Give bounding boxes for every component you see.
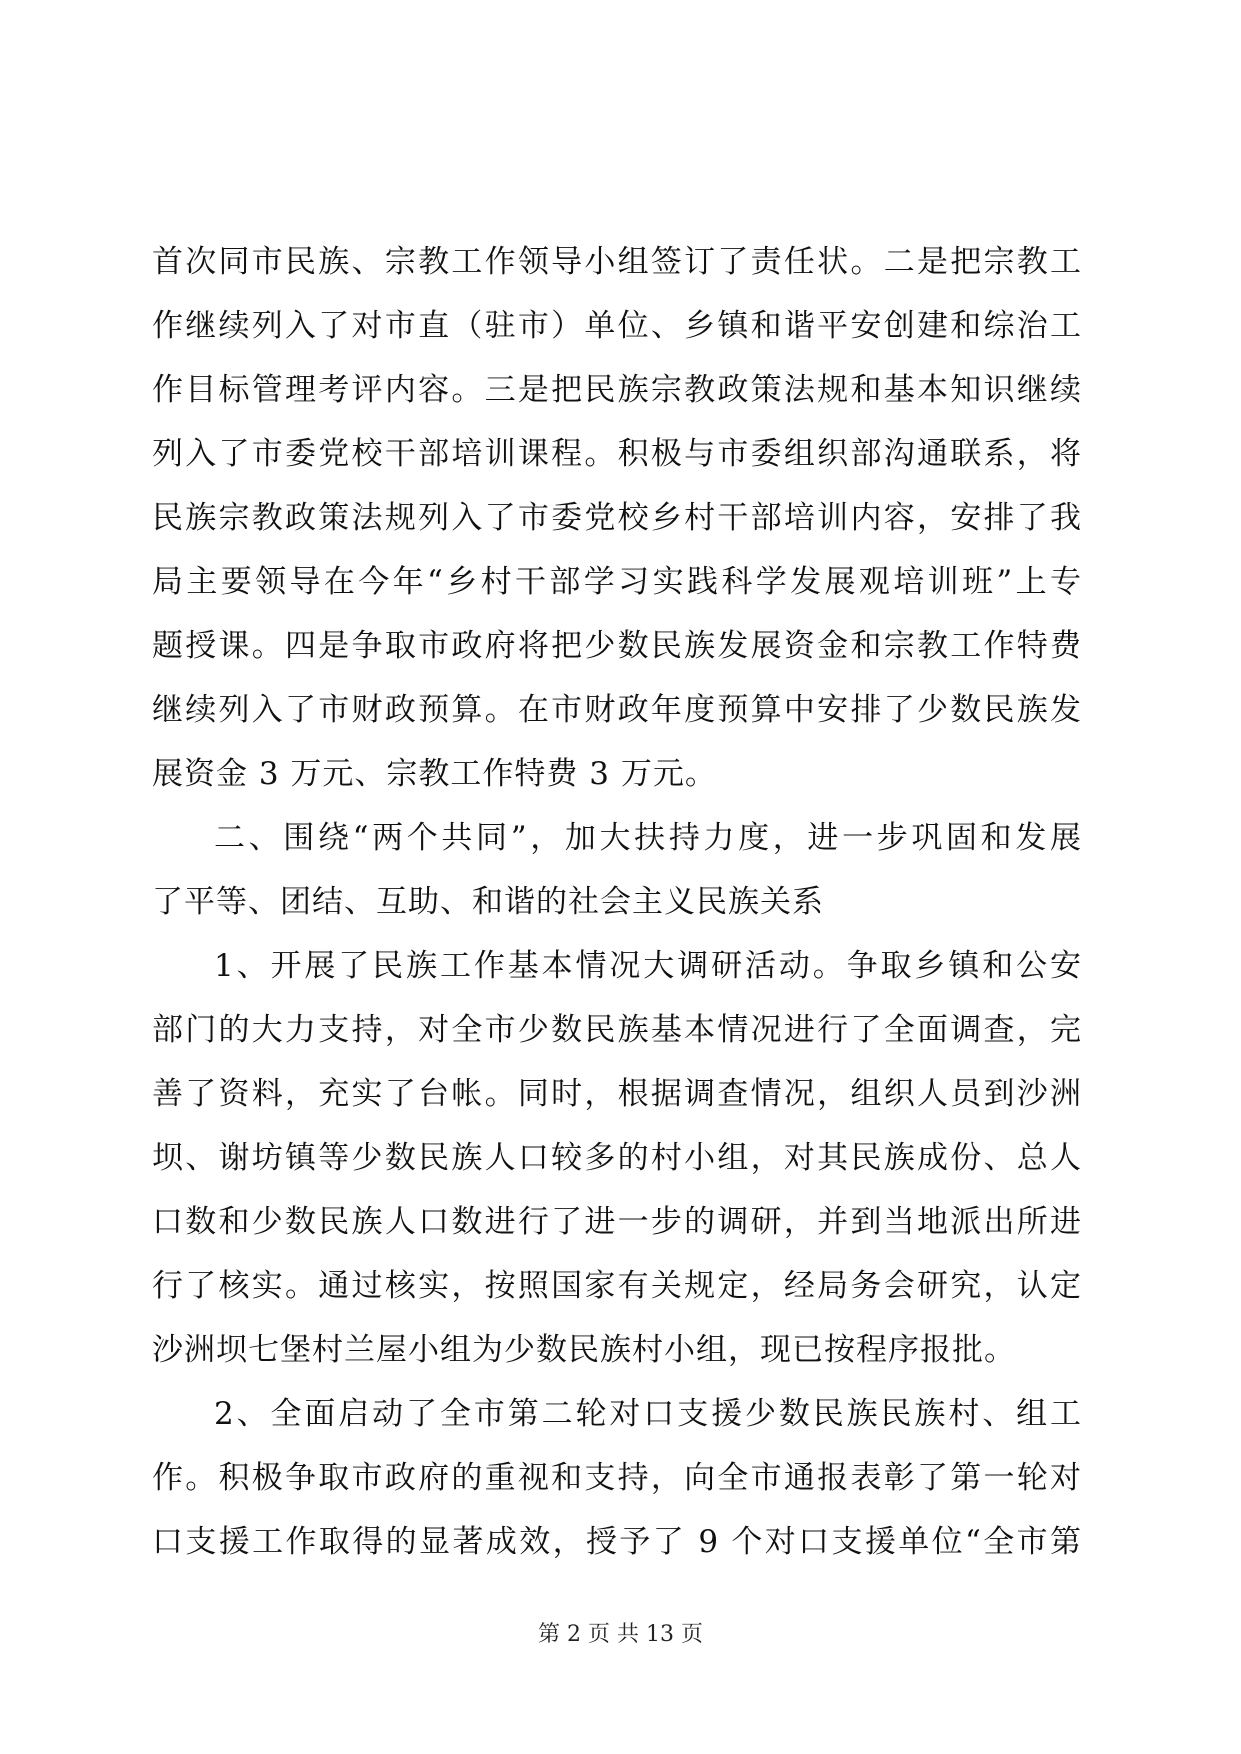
text-line: 口支援工作取得的显著成效，授予了 9 个对口支援单位“全市第: [152, 1524, 1082, 1560]
text-line: 二、围绕“两个共同”，加大扶持力度，进一步巩固和发展: [214, 820, 1082, 856]
text-line: 列入了市委党校干部培训课程。积极与市委组织部沟通联系，将: [152, 436, 1082, 472]
body-text: [152, 230, 1082, 1574]
paragraph-1: [152, 230, 1082, 806]
text-line: 作。积极争取市政府的重视和支持，向全市通报表彰了第一轮对: [152, 1460, 1082, 1496]
text-line: 民族宗教政策法规列入了市委党校乡村干部培训内容，安排了我: [152, 500, 1082, 536]
text-line: 题授课。四是争取市政府将把少数民族发展资金和宗教工作特费: [152, 628, 1082, 664]
text-line: 继续列入了市财政预算。在市财政年度预算中安排了少数民族发: [152, 692, 1082, 728]
text-line: 坝、谢坊镇等少数民族人口较多的村小组，对其民族成份、总人: [152, 1140, 1082, 1176]
text-line: 展资金 3 万元、宗教工作特费 3 万元。: [152, 756, 717, 792]
paragraph-4: [152, 1382, 1082, 1574]
text-line: 口数和少数民族人口数进行了进一步的调研，并到当地派出所进: [152, 1204, 1082, 1240]
text-line: 部门的大力支持，对全市少数民族基本情况进行了全面调查，完: [152, 1012, 1082, 1048]
text-line: 作目标管理考评内容。三是把民族宗教政策法规和基本知识继续: [152, 372, 1082, 408]
paragraph-3: [152, 934, 1082, 1382]
text-line: 了平等、团结、互助、和谐的社会主义民族关系: [152, 884, 824, 920]
text-line: 行了核实。通过核实，按照国家有关规定，经局务会研究，认定: [152, 1268, 1082, 1304]
text-line: 2、全面启动了全市第二轮对口支援少数民族民族村、组工: [214, 1396, 1082, 1432]
page-number-footer: 第 2 页 共 13 页: [538, 1622, 703, 1647]
text-line: 沙洲坝七堡村兰屋小组为少数民族村小组，现已按程序报批。: [152, 1332, 1016, 1368]
text-line: 首次同市民族、宗教工作领导小组签订了责任状。二是把宗教工: [152, 244, 1082, 280]
text-line: 局主要领导在今年“乡村干部学习实践科学发展观培训班”上专: [152, 564, 1082, 600]
text-line: 善了资料，充实了台帐。同时，根据调查情况，组织人员到沙洲: [152, 1076, 1082, 1112]
paragraph-2-heading: [152, 806, 1082, 934]
text-line: 作继续列入了对市直（驻市）单位、乡镇和谐平安创建和综治工: [152, 308, 1082, 344]
text-line: 1、开展了民族工作基本情况大调研活动。争取乡镇和公安: [214, 948, 1082, 984]
